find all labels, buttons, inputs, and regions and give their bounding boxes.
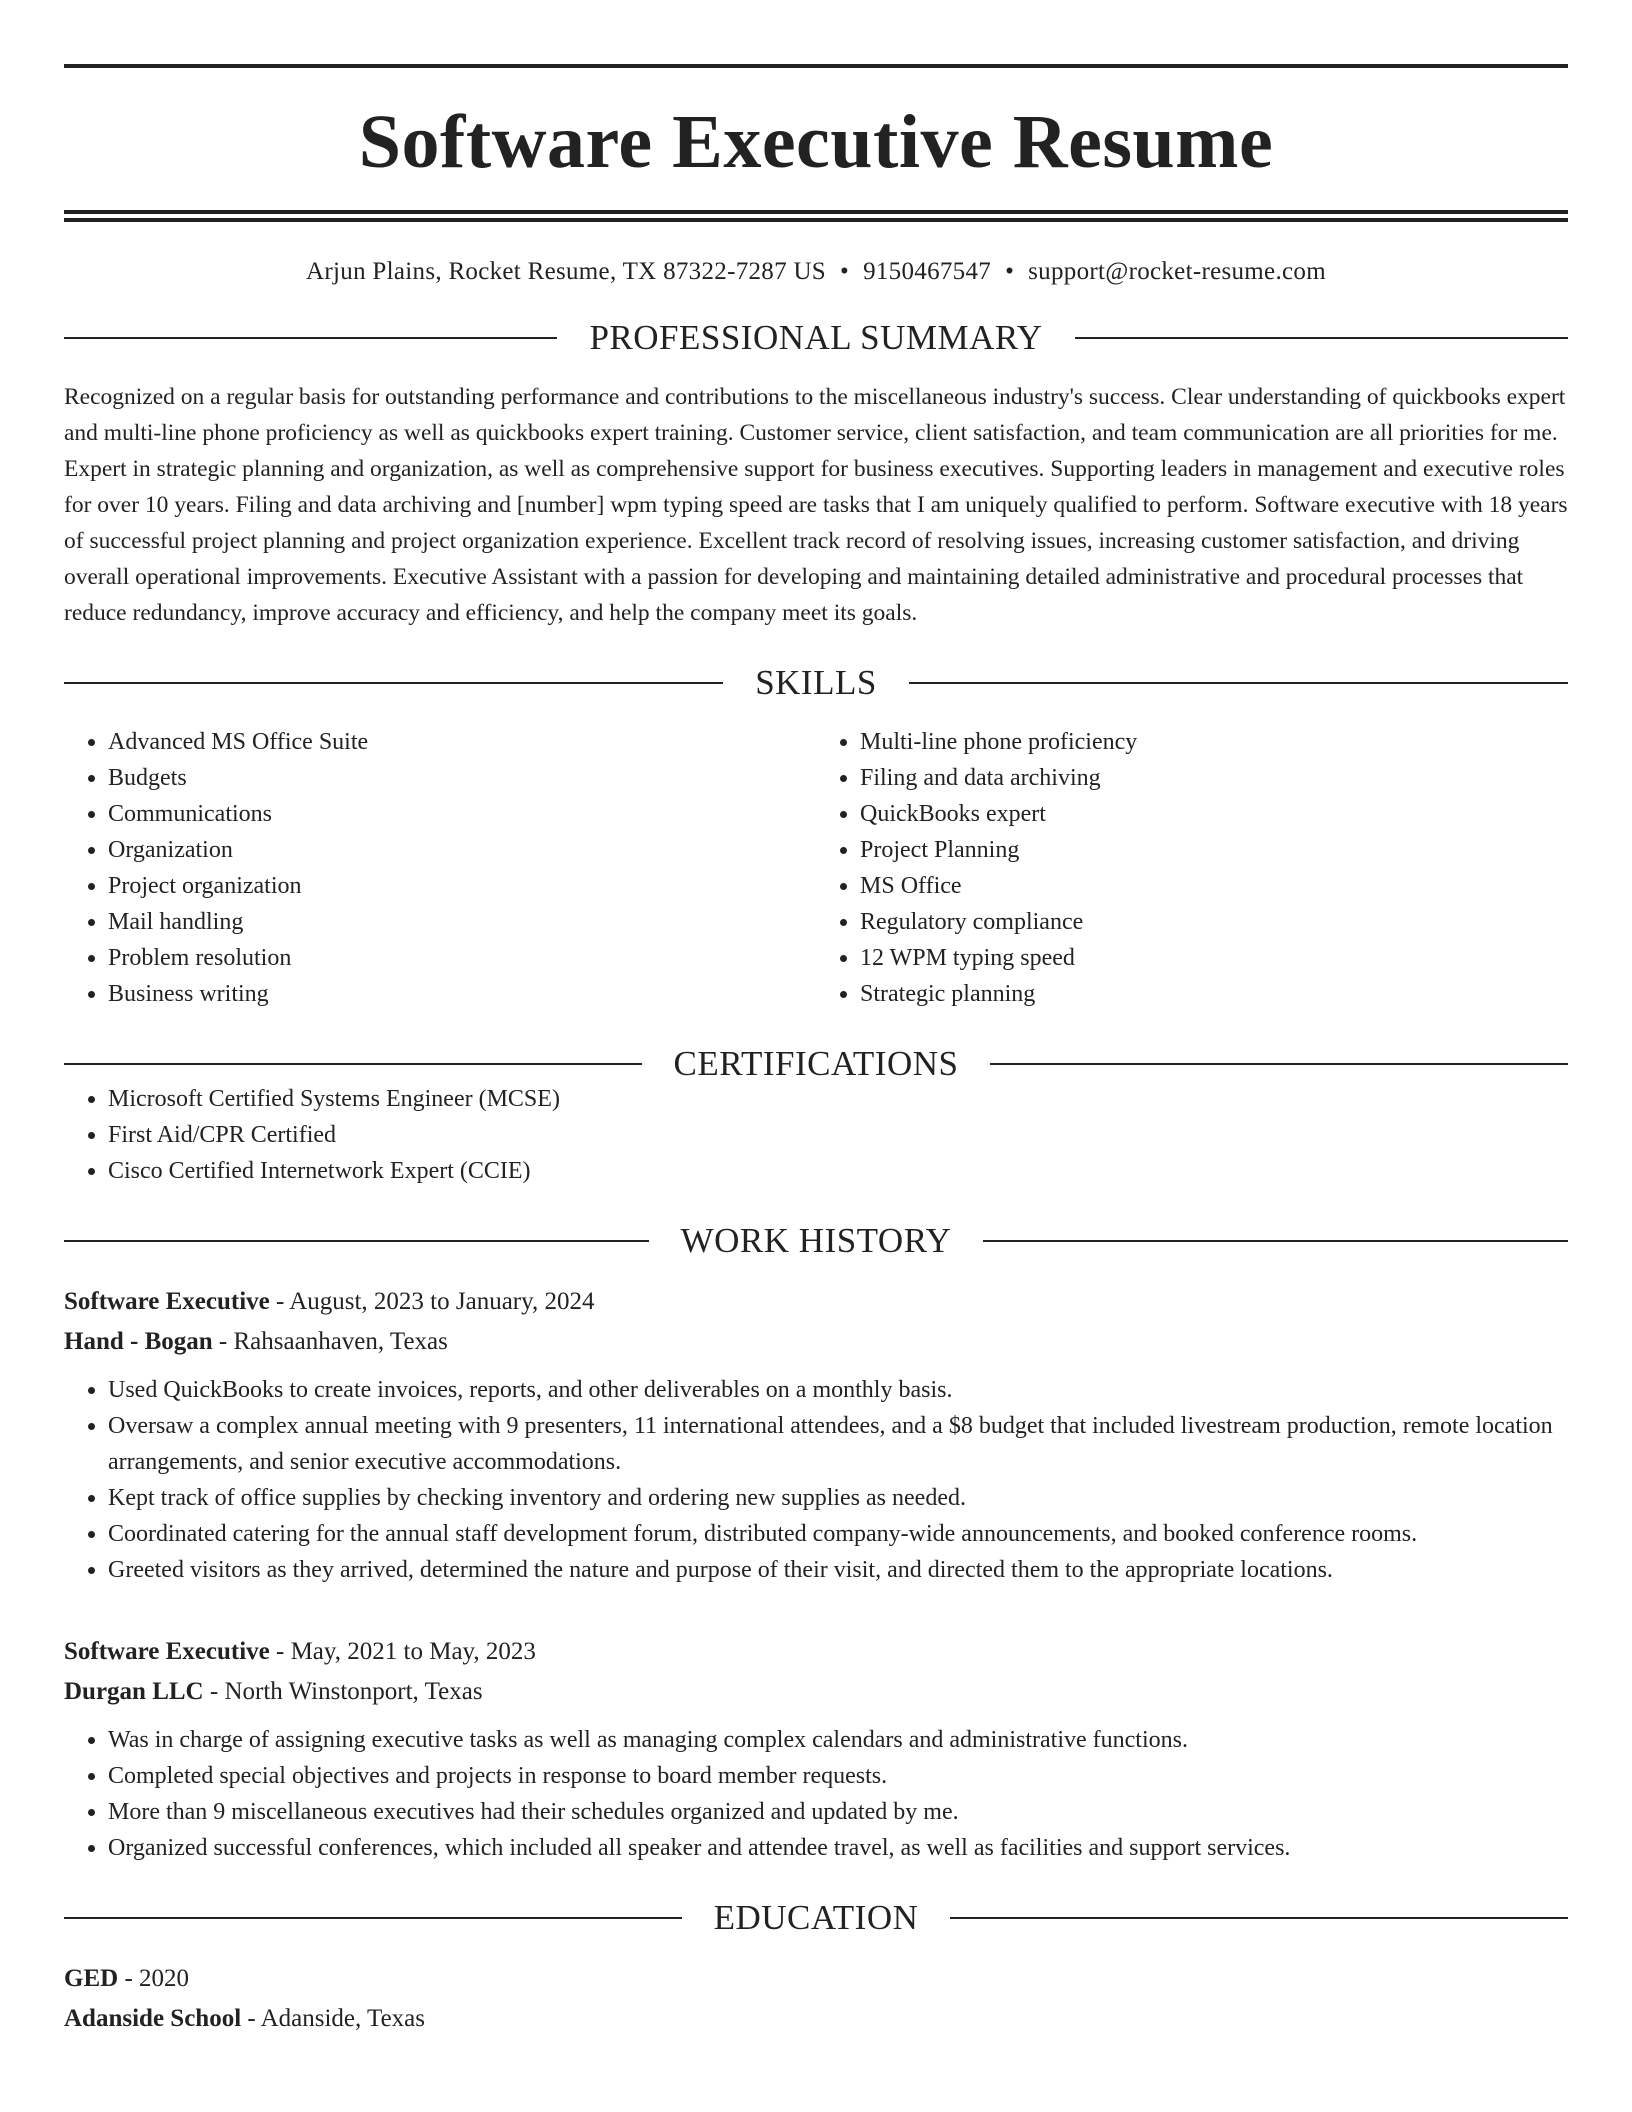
contact-separator: • [1005,258,1015,285]
skill-item: • Filing and data archiving [860,760,1568,796]
certification-item: • First Aid/CPR Certified [108,1117,1568,1153]
summary-text: Recognized on a regular basis for outstanding performance and contributions to the miscellaneous industry's success. Clear understanding of quickbooks expert and multi-line phone proficiency as well as quickbooks expert training. Customer service, client satisfaction, and team communication are all priorities for me. Expert in strategic planning and organization, as well as comprehensive support for business executives. Supporting leaders in management and executive roles for over 10 years. Filing and data archiving and [number] wpm typing speed are tasks that I am uniquely qualified to perform. Software executive with 18 years of successful project planning and project organization experience. Excellent track record of resolving issues, increasing customer satisfaction, and driving overall operational improvements. Executive Assistant with a passion for developing and maintaining detailed administrative and procedural processes that reduce redundancy, improve accuracy and efficiency, and help the company meet its goals. [64,384,1568,626]
degree-year: - 2020 [118,1965,190,1992]
job-entry [64,1632,1568,1866]
work-history-heading [64,1223,1568,1258]
heading-rule [64,1240,649,1242]
job-company-line [64,1322,1568,1362]
duty-item: • Completed special objectives and projects in response to board member requests. [108,1758,1568,1794]
job-dates: - May, 2021 to May, 2023 [269,1638,536,1665]
job-entry [64,1282,1568,1588]
skill-item: • Organization [108,832,816,868]
job-title-line [64,1632,1568,1672]
resume-page [64,64,1568,2039]
skill-item: • 12 WPM typing speed [860,940,1568,976]
section-title: EDUCATION [713,1898,919,1937]
duty-item: • Organized successful conferences, which included all speaker and attendee travel, as well as facilities and support services. [108,1830,1568,1866]
heading-rule [950,1917,1568,1919]
school-line [64,1999,1568,2039]
job-title: Software Executive [64,1288,270,1315]
section-title: PROFESSIONAL SUMMARY [589,318,1043,357]
skills-column-right [816,724,1568,1012]
heading-rule [64,1917,682,1919]
education-entry [64,1959,1568,2039]
degree: GED [64,1965,119,1992]
job-title-line [64,1282,1568,1322]
duty-item: • Used QuickBooks to create invoices, reports, and other deliverables on a monthly basis. [108,1372,1568,1408]
skills-list [64,724,1568,1012]
job-title: Software Executive [64,1638,270,1665]
contact-email: support@rocket-resume.com [1028,258,1326,285]
contact-separator: • [840,258,850,285]
resume-title: Software Executive Resume [358,100,1274,184]
duty-item: • Oversaw a complex annual meeting with 9 presenters, 11 international attendees, and a $8 budget that included livestream production, remote location arrangements, and senior executive accommodations. [108,1408,1568,1480]
skill-item: • Multi-line phone proficiency [860,724,1568,760]
skill-item: • QuickBooks expert [860,796,1568,832]
certifications-list [64,1081,1568,1189]
education-heading [64,1900,1568,1935]
skill-item: • Regulatory compliance [860,904,1568,940]
duty-item: • Kept track of office supplies by checking inventory and ordering new supplies as needed. [108,1480,1568,1516]
section-title: SKILLS [755,663,877,702]
heading-rule [990,1063,1568,1065]
degree-line [64,1959,1568,1999]
contact-address: Arjun Plains, Rocket Resume, TX 87322-7287 US [306,258,827,285]
skill-item: • Business writing [108,976,816,1012]
heading-rule [1075,337,1568,339]
skill-item: • Budgets [108,760,816,796]
contact-phone: 9150467547 [863,258,992,285]
certifications-heading [64,1046,1568,1081]
summary-heading [64,320,1568,355]
job-company-line [64,1672,1568,1712]
school: Adanside School [64,2005,242,2032]
job-duties [64,1372,1568,1588]
skill-item: • MS Office [860,868,1568,904]
job-location: - North Winstonport, Texas [203,1678,483,1705]
duty-item: • Coordinated catering for the annual staff development forum, distributed company-wide announcements, and booked conference rooms. [108,1516,1568,1552]
certification-item: • Microsoft Certified Systems Engineer (MCSE) [108,1081,1568,1117]
skill-item: • Problem resolution [108,940,816,976]
duty-item: • Was in charge of assigning executive tasks as well as managing complex calendars and administrative functions. [108,1722,1568,1758]
duty-item: • Greeted visitors as they arrived, determined the nature and purpose of their visit, and directed them to the appropriate locations. [108,1552,1568,1588]
skills-column-left [64,724,816,1012]
certification-item: • Cisco Certified Internetwork Expert (CCIE) [108,1153,1568,1189]
skill-item: • Communications [108,796,816,832]
top-rule [64,64,1568,68]
heading-rule [64,1063,642,1065]
job-company: Durgan LLC [64,1678,204,1705]
skills-heading [64,665,1568,700]
skill-item: • Strategic planning [860,976,1568,1012]
skill-item: • Project organization [108,868,816,904]
heading-rule [983,1240,1568,1242]
contact-line [64,258,1568,286]
job-dates: - August, 2023 to January, 2024 [269,1288,595,1315]
school-location: - Adanside, Texas [241,2005,426,2032]
skill-item: • Project Planning [860,832,1568,868]
heading-rule [64,337,557,339]
section-title: CERTIFICATIONS [673,1044,959,1083]
job-company: Hand - Bogan [64,1328,213,1355]
section-title: WORK HISTORY [680,1221,952,1260]
skill-item: • Advanced MS Office Suite [108,724,816,760]
heading-rule [909,682,1568,684]
job-location: - Rahsaanhaven, Texas [212,1328,448,1355]
job-duties [64,1722,1568,1866]
title-double-rule [64,210,1568,222]
duty-item: • More than 9 miscellaneous executives had their schedules organized and updated by me. [108,1794,1568,1830]
heading-rule [64,682,723,684]
skill-item: • Mail handling [108,904,816,940]
